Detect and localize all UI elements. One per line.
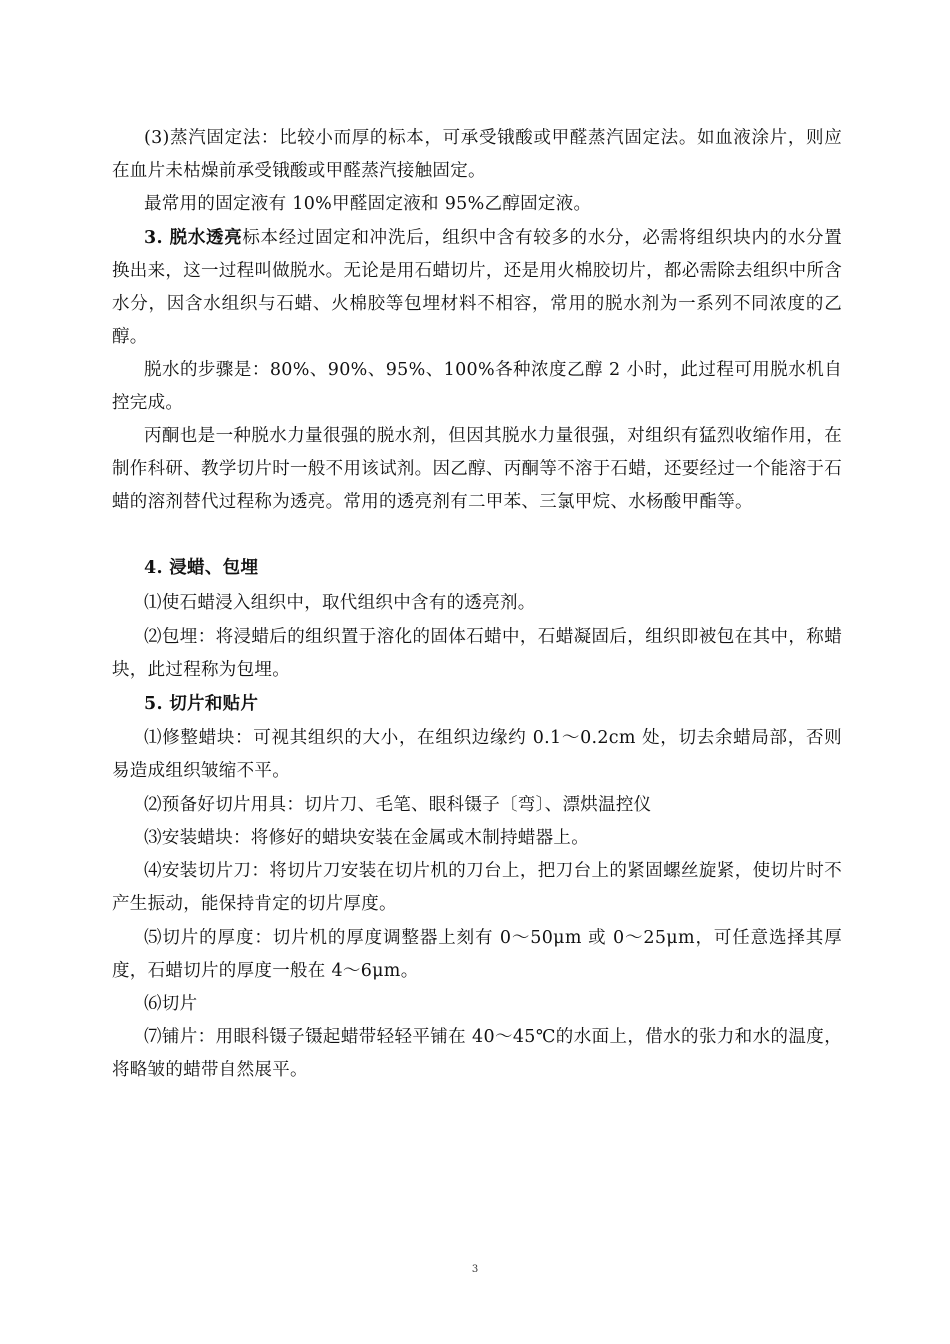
paragraph-prepare-tools: ⑵预备好切片用具：切片刀、毛笔、眼科镊子〔弯〕、漂烘温控仪 [144,795,652,815]
paragraph-sectioning: ⑹切片 [144,994,198,1014]
paragraph-dehydration-body: 标本经过固定和冲洗后，组织中含有较多的水分，必需将组织块内的水分置换出来，这一过程叫做脱水。无论是用石蜡切片，还是用火棉胶切片，都必需除去组织中所含水分，因含水组织与石蜡、火棉胶等包埋材料不相容，常用的脱水剂为一系列不同浓度的乙醇。 [112,228,842,347]
section-heading-3: 3. 脱水透亮 [144,228,243,248]
paragraph-trim-block: ⑴修整蜡块：可视其组织的大小，在组织边缘约 0.1～0.2cm 处，切去余蜡局部，否则易造成组织皱缩不平。 [112,728,842,781]
paragraph-common-fixatives: 最常用的固定液有 10%甲醛固定液和 95%乙醇固定液。 [144,194,592,214]
paragraph-wax-infiltration: ⑴使石蜡浸入组织中，取代组织中含有的透亮剂。 [144,593,536,613]
paragraph-acetone: 丙酮也是一种脱水力量很强的脱水剂，但因其脱水力量很强，对组织有猛烈收缩作用，在制作科研、教学切片时一般不用该试剂。因乙醇、丙酮等不溶于石蜡，还要经过一个能溶于石蜡的溶剂替代过程称为透亮。常用的透亮剂有二甲苯、三氯甲烷、水杨酸甲酯等。 [112,426,842,512]
paragraph-steam-fixation: (3)蒸汽固定法：比较小而厚的标本，可承受锇酸或甲醛蒸汽固定法。如血液涂片，则应在血片未枯燥前承受锇酸或甲醛蒸汽接触固定。 [112,128,842,181]
paragraph-mount-knife: ⑷安装切片刀：将切片刀安装在切片机的刀台上，把刀台上的紧固螺丝旋紧，使切片时不产生振动，能保持肯定的切片厚度。 [112,861,842,914]
page-number: 3 [471,1264,479,1275]
paragraph-dehydration-steps: 脱水的步骤是：80%、90%、95%、100%各种浓度乙醇 2 小时，此过程可用脱水机自控完成。 [112,360,842,413]
paragraph-float-section: ⑺铺片：用眼科镊子镊起蜡带轻轻平铺在 40～45℃的水面上，借水的张力和水的温度，将略皱的蜡带自然展平。 [112,1027,842,1080]
section-heading-4: 4. 浸蜡、包埋 [144,558,259,578]
paragraph-embedding: ⑵包埋：将浸蜡后的组织置于溶化的固体石蜡中，石蜡凝固后，组织即被包在其中，称蜡块，此过程称为包埋。 [112,627,842,680]
paragraph-mount-block: ⑶安装蜡块：将修好的蜡块安装在金属或木制持蜡器上。 [144,828,589,848]
paragraph-section-thickness: ⑸切片的厚度：切片机的厚度调整器上刻有 0～50μm 或 0～25μm，可任意选择其厚度，石蜡切片的厚度一般在 4～6μm。 [112,928,842,981]
section-heading-5: 5. 切片和贴片 [144,694,259,714]
paragraph-dehydration [112,222,842,354]
